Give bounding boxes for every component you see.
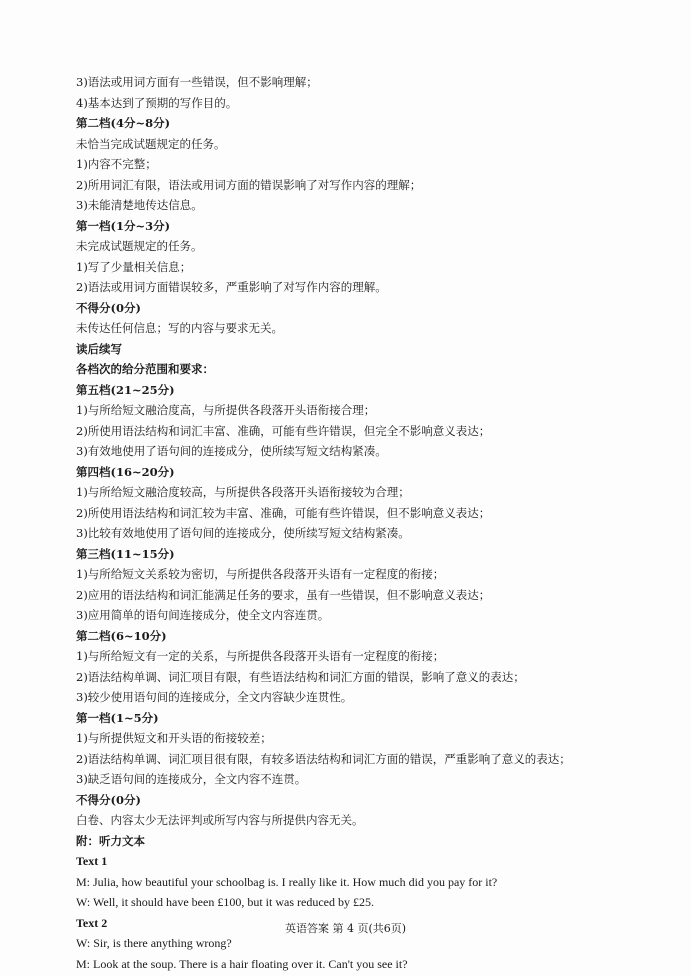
- text-line: 2)语法或用词方面错误较多，严重影响了对写作内容的理解。: [76, 280, 387, 294]
- text-line: 3)语法或用词方面有一些错误，但不影响理解；: [76, 75, 318, 89]
- page-footer: 英语答案 第 4 页(共6页): [284, 922, 407, 935]
- text-line: M: Look at the soup. There is a hair floating over it. Can't you see it?: [76, 956, 408, 971]
- text-line: 2)所用词汇有限，语法或用词方面的错误影响了对写作内容的理解；: [76, 177, 422, 192]
- text-line: 2)所使用语法结构和词汇丰富、准确，可能有些许错误，但完全不影响意义表达；: [76, 423, 491, 438]
- section-heading: 不得分(0分): [76, 300, 141, 315]
- section-heading: 第二档(4分~8分): [76, 116, 171, 130]
- section-heading: 第四档(16~20分): [76, 464, 175, 479]
- text-line: 3)有效地使用了语句间的连接成分，使所续写短文结构紧凑。: [76, 444, 387, 458]
- text-line: 3)较少使用语句间的连接成分，全文内容缺少连贯性。: [76, 690, 353, 704]
- section-heading: 各档次的给分范围和要求：: [76, 362, 214, 376]
- text-line: 2)应用的语法结构和词汇能满足任务的要求，虽有一些错误，但不影响意义表达；: [76, 587, 491, 602]
- text-line: W: Sir, is there anything wrong?: [76, 936, 232, 950]
- text-line: 未恰当完成试题规定的任务。: [76, 136, 226, 151]
- text-line: 3)应用简单的语句间连接成分，使全文内容连贯。: [76, 608, 330, 622]
- text-line: 3)未能清楚地传达信息。: [76, 198, 203, 212]
- section-heading: 第一档(1分~3分): [76, 218, 171, 233]
- section-heading: Text 2: [76, 915, 108, 930]
- text-line: 未传达任何信息；写的内容与要求无关。: [76, 321, 283, 335]
- section-heading: Text 1: [76, 854, 108, 868]
- text-line: 2)语法结构单调、词汇项目很有限，有较多语法结构和词汇方面的错误，严重影响了意义的表达；: [76, 751, 571, 766]
- text-line: 1)写了少量相关信息；: [76, 259, 192, 274]
- text-line: 未完成试题规定的任务。: [76, 239, 203, 253]
- text-line: 3)缺乏语句间的连接成分，全文内容不连贯。: [76, 772, 307, 786]
- section-heading: 读后续写: [76, 341, 122, 356]
- section-heading: 第二档(6~10分): [76, 628, 167, 643]
- section-heading: 第五档(21~25分): [76, 382, 175, 397]
- text-line: 1)与所给短文融洽度较高，与所提供各段落开头语衔接较为合理；: [76, 485, 410, 499]
- text-line: 2)所使用语法结构和词汇较为丰富、准确，可能有些许错误，但不影响意义表达；: [76, 505, 491, 520]
- text-line: 3)比较有效地使用了语句间的连接成分，使所续写短文结构紧凑。: [76, 526, 410, 540]
- document-body: [76, 72, 616, 974]
- text-line: 白卷、内容太少无法评判或所写内容与所提供内容无关。: [76, 813, 364, 827]
- text-line: 1)与所提供短文和开头语的衔接较差；: [76, 731, 272, 745]
- text-line: 1)与所给短文关系较为密切，与所提供各段落开头语有一定程度的衔接；: [76, 567, 445, 581]
- section-heading: 第一档(1~5分): [76, 710, 159, 725]
- text-line: 2)语法结构单调、词汇项目有限，有些语法结构和词汇方面的错误，影响了意义的表达；: [76, 669, 525, 684]
- text-line: 1)与所给短文有一定的关系，与所提供各段落开头语有一定程度的衔接；: [76, 649, 445, 663]
- text-line: 1)内容不完整；: [76, 157, 157, 171]
- section-heading: 第三档(11~15分): [76, 546, 175, 561]
- text-line: W: Well, it should have been £100, but it was reduced by £25.: [76, 895, 374, 909]
- text-line: M: Julia, how beautiful your schoolbag is. I really like it. How much did you pay for it?: [76, 874, 498, 889]
- text-line: 1)与所给短文融洽度高，与所提供各段落开头语衔接合理；: [76, 403, 376, 417]
- text-line: 4)基本达到了预期的写作目的。: [76, 95, 238, 110]
- section-heading: 附：听力文本: [76, 833, 145, 848]
- section-heading: 不得分(0分): [76, 792, 141, 807]
